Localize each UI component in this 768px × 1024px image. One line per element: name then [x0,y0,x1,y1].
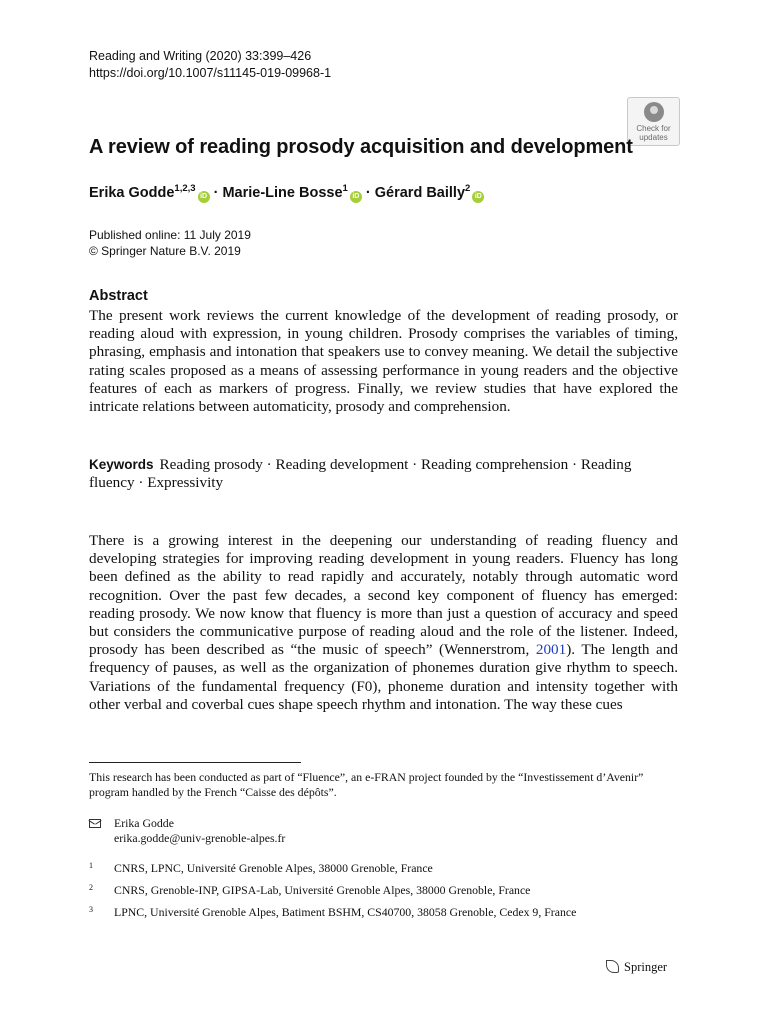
affiliation-text: LPNC, Université Grenoble Alpes, Batiment BSHM, CS40700, 38058 Grenoble, Cedex 9, France [114,905,577,919]
orcid-icon[interactable]: iD [350,191,362,203]
envelope-icon [89,819,101,828]
copyright: © Springer Nature B.V. 2019 [89,244,241,258]
body-paragraph [89,532,678,714]
author-name: Gérard Bailly [374,185,466,201]
keywords-text: Reading prosody · Reading development · Reading comprehension · Reading fluency · Expressivity [89,456,632,492]
orcid-icon[interactable]: iD [198,191,210,203]
author-separator: · [365,185,371,201]
body-text: ). The length and frequency of pauses, as well as the organization of phonemes duration give rhythm to speech. Variations of the fundamental frequency (F0), phoneme duration and intensity together with other verbal and coverbal cues shape speech rhythm and intonation. The way these cues [89,641,678,713]
contact-email[interactable]: erika.godde@univ-grenoble-alpes.fr [114,831,286,845]
citation-link[interactable]: 2001 [535,641,567,659]
paper-title: A review of reading prosody acquisition and development [89,136,633,158]
author-affil: 2 [465,183,471,194]
contact-name: Erika Godde [114,816,174,830]
affiliation-number: 3 [89,905,93,914]
affiliation-text: CNRS, Grenoble-INP, GIPSA-Lab, Université Grenoble Alpes, 38000 Grenoble, France [114,883,531,897]
keywords-heading: Keywords [89,457,154,472]
check-updates-icon [644,102,664,122]
abstract-text: The present work reviews the current knowledge of the development of reading prosody, or reading aloud with expression, in young children. Prosody comprises the variables of timing, phrasing, emphasis and intonation that speakers use to convey meaning. We detail the subjective rating scales proposed as a means of assessing performance in young readers and the objective features of each as markers of progress. Finally, we review studies that have explored the intricate relations between automaticity, prosody and comprehension. [89,307,678,416]
publisher-name: Springer [624,960,668,974]
journal-citation: Reading and Writing (2020) 33:399–426 [89,49,312,63]
check-for-updates-badge[interactable] [627,97,680,146]
author-list [89,185,484,203]
publication-info [89,227,251,259]
keywords-section [89,456,678,492]
affiliation-number: 2 [89,883,93,892]
author-name: Erika Godde [89,185,175,201]
doi-link[interactable]: https://doi.org/10.1007/s11145-019-09968-1 [89,66,332,80]
author-affil: 1 [342,183,348,194]
publisher-logo [606,960,667,975]
affiliation-number: 1 [89,861,93,870]
published-date: Published online: 11 July 2019 [89,228,251,242]
orcid-icon[interactable]: iD [472,191,484,203]
author-name: Marie-Line Bosse [222,185,343,201]
author-separator: · [213,185,219,201]
footnote-rule [89,762,301,763]
abstract-heading: Abstract [89,288,148,304]
check-updates-label: Check for updates [636,124,671,142]
journal-header [89,48,331,82]
affiliation-text: CNRS, LPNC, Université Grenoble Alpes, 38000 Grenoble, France [114,861,433,875]
springer-horse-icon [606,960,619,973]
author-affil: 1,2,3 [174,183,196,194]
body-text: There is a growing interest in the deepening our understanding of reading fluency and developing strategies for improving reading development in young readers. Fluency has long been defined as the ability to read rapidly and accurately, notably through automatic word recognition. Over the past few decades, a second key component of fluency has emerged: reading prosody. We now know that fluency is more than just a question of accuracy and speed but considers the communicative purpose of reading aloud and the role of the listener. Indeed, prosody has been described as “the music of speech” (Wennerstrom, [89,532,678,659]
footnote: This research has been conducted as part of “Fluence”, an e-FRAN project founded by the “Investissement d’Avenir” program handled by the French “Caisse des dépôts”. [89,770,644,799]
